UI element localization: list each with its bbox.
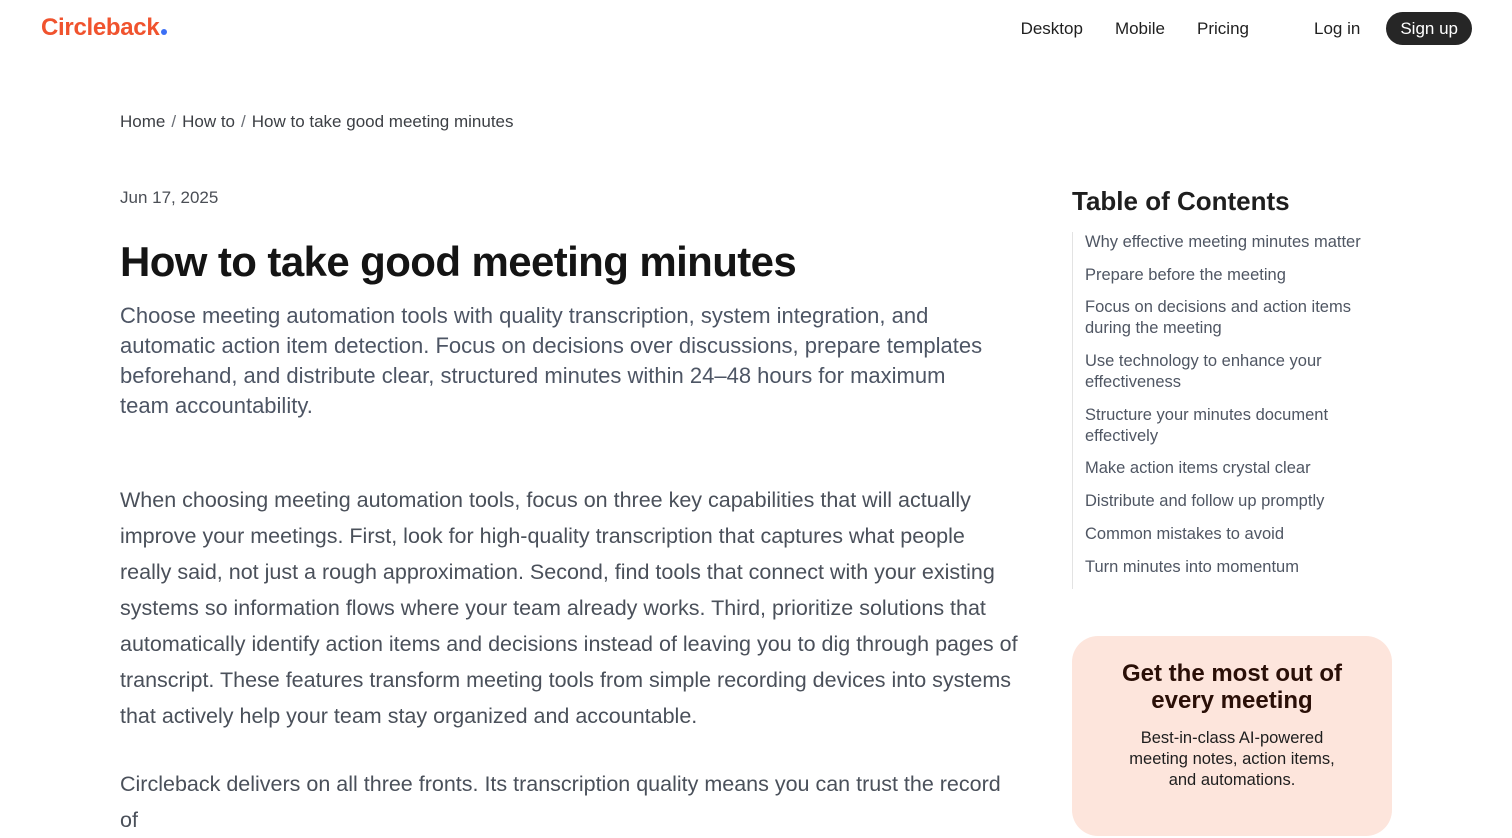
breadcrumb-separator: /: [241, 112, 246, 131]
article-title: How to take good meeting minutes: [120, 238, 797, 285]
toc-item[interactable]: Make action items crystal clear: [1085, 459, 1311, 478]
top-nav: [989, 12, 1472, 45]
toc-item[interactable]: Common mistakes to avoid: [1085, 524, 1284, 543]
cta-description: Best-in-class AI-powered meeting notes, action items, and automations.: [1129, 729, 1335, 789]
cta-card: [1072, 636, 1392, 836]
signup-button[interactable]: Sign up: [1386, 12, 1472, 45]
site-header: [0, 0, 1512, 56]
breadcrumb-home[interactable]: Home: [120, 112, 166, 131]
article-paragraph: When choosing meeting automation tools, focus on three key capabilities that will actually improve your meetings. First, look for high-quality transcription that captures what people really said, not just a rough approximation. Second, find tools that connect with your existing systems so information flows where your team already works. Third, prioritize solutions that automatically identify action items and decisions instead of leaving you to dig through pages of transcript. These features transform meeting tools from simple recording devices into systems that actively help your team stay organized and accountable.: [120, 488, 1018, 728]
toc-item[interactable]: Structure your minutes document effectively: [1085, 405, 1329, 445]
toc-item[interactable]: Turn minutes into momentum: [1085, 557, 1299, 576]
nav-pricing-link[interactable]: Pricing: [1197, 18, 1249, 38]
toc-item[interactable]: Focus on decisions and action items during the meeting: [1085, 298, 1351, 338]
logo-dot: [161, 29, 167, 35]
toc-item[interactable]: Use technology to enhance your effectiveness: [1085, 352, 1322, 392]
toc-item[interactable]: Prepare before the meeting: [1085, 265, 1286, 284]
login-link[interactable]: Log in: [1314, 18, 1361, 38]
article-date: Jun 17, 2025: [120, 188, 219, 207]
toc-item[interactable]: Distribute and follow up promptly: [1085, 492, 1325, 511]
nav-desktop-link[interactable]: Desktop: [1020, 18, 1083, 38]
article-summary: Choose meeting automation tools with quality transcription, system integration, and automatic action item detection. Focus on decisions over discussions, prepare templates beforehand, and distribute clear, structured minutes within 24–48 hours for maximum team accountability.: [120, 303, 983, 418]
nav-mobile-link[interactable]: Mobile: [1114, 18, 1166, 38]
breadcrumb-current: How to take good meeting minutes: [251, 112, 514, 131]
breadcrumb-separator: /: [171, 112, 177, 131]
logo[interactable]: [41, 14, 167, 42]
toc-item[interactable]: Why effective meeting minutes matter: [1085, 233, 1361, 251]
breadcrumb-how-to[interactable]: How to: [182, 112, 236, 131]
logo-text: Circleback: [41, 14, 160, 41]
toc-title: Table of Contents: [1072, 186, 1290, 216]
article-paragraph: Circleback delivers on all three fronts. Its transcription quality means you can trust the record of: [120, 772, 1001, 832]
cta-title: Get the most out of every meeting: [1122, 660, 1342, 714]
breadcrumb: [120, 112, 514, 132]
table-of-contents: [1072, 232, 1392, 589]
